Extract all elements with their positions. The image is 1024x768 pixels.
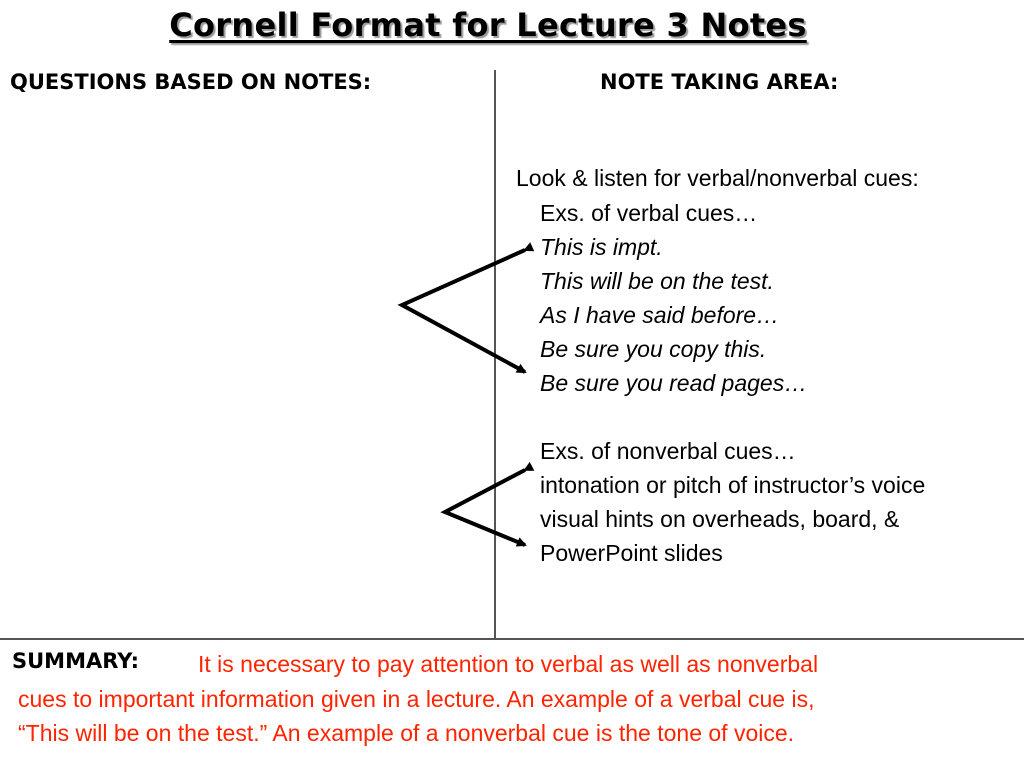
summary-line: “This will be on the test.” An example of a nonverbal cue is the tone of voice.	[18, 720, 795, 746]
verbal-example: Be sure you copy this.	[540, 336, 767, 362]
nonverbal-cues-heading: Exs. of nonverbal cues…	[540, 438, 796, 464]
verbal-example: This will be on the test.	[540, 268, 774, 294]
verbal-example: Be sure you read pages…	[540, 370, 808, 396]
notes-intro: Look & listen for verbal/nonverbal cues:	[516, 165, 919, 191]
verbal-example: As I have said before…	[540, 302, 780, 328]
nonverbal-example: PowerPoint slides	[540, 540, 723, 566]
verbal-cues-heading: Exs. of verbal cues…	[540, 200, 758, 226]
nonverbal-example: visual hints on overheads, board, &	[540, 506, 900, 532]
notes-header: NOTE TAKING AREA:	[600, 70, 839, 94]
summary-line: cues to important information given in a lecture. An example of a verbal cue is,	[18, 686, 815, 712]
page-title: Cornell Format for Lecture 3 Notes	[169, 6, 807, 44]
summary-label: SUMMARY:	[12, 649, 140, 673]
summary-line: It is necessary to pay attention to verbal as well as nonverbal	[198, 651, 819, 677]
nonverbal-bracket-arrow-icon	[445, 470, 525, 545]
verbal-bracket-arrow-icon	[402, 250, 525, 372]
verbal-example: This is impt.	[540, 234, 663, 260]
nonverbal-example: intonation or pitch of instructor’s voice	[540, 472, 926, 498]
questions-header: QUESTIONS BASED ON NOTES:	[10, 70, 372, 94]
